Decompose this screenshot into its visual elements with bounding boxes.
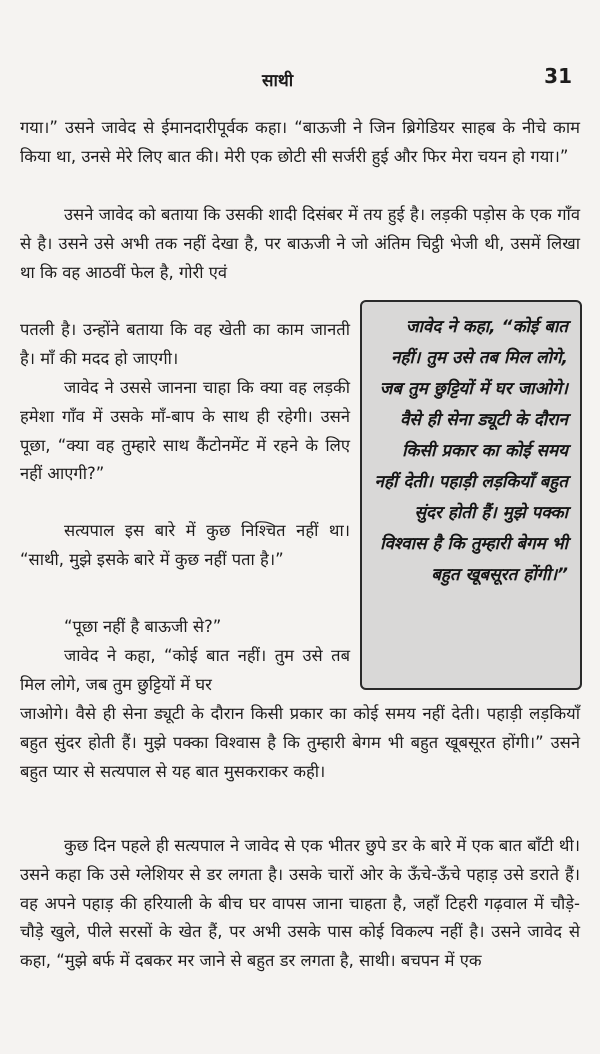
page-number: 31 [544, 64, 572, 88]
running-head: साथी [262, 71, 294, 91]
paragraph-8: कुछ दिन पहले ही सत्यपाल ने जावेद से एक भीतर छुपे डर के बारे में एक बात बाँटी थी। उसने कहा कि उसे ग्लेशियर से डर लगता है। उसके चारों ओर के ऊँचे-ऊँचे पहाड़ उसे डराते हैं। वह अपने पहाड़ की हरियाली के बीच घर वापस जाना चाहता है, जहाँ टिहरी गढ़वाल में चौड़े-चौड़े खुले, पीले सरसों के खेत हैं, पर अभी उसके पास कोई विकल्प नहीं है। उसने जावेद से कहा, “मुझे बर्फ में दबकर मर जाने से बहुत डर लगता है, साथी। बचपन में एक [20, 836, 580, 971]
pull-quote-text: जावेद ने कहा, “कोई बात नहीं। तुम उसे तब मिल लोगे, जब तुम छुट्टियों में घर जाओगे। वैसे ही सेना ड्यूटी के दौरान किसी प्रकार का कोई समय नहीं देती। पहाड़ी लड़कियाँ बहुत सुंदर होती हैं। मुझे पक्का विश्वास है कि तुम्हारी बेगम भी बहुत खूबसूरत होंगी।” [374, 317, 568, 585]
paragraph-2: उसने जावेद को बताया कि उसकी शादी दिसंबर में तय हुई है। लड़की पड़ोस के एक गाँव से है। उसने उसे अभी तक नहीं देखा है, पर बाऊजी ने जो अंतिम चिट्ठी भेजी थी, उसमें लिखा था कि वह आठवीं फेल है, गोरी एवं [20, 205, 580, 282]
paragraph-6: “पूछा नहीं है बाऊजी से?” [64, 617, 222, 636]
pull-quote-box [360, 300, 582, 690]
paragraph-7-start: जावेद ने कहा, “कोई बात नहीं। तुम उसे तब मिल लोगे, जब तुम छुट्टियों में घर [20, 646, 350, 694]
paragraph-7-continued: जाओगे। वैसे ही सेना ड्यूटी के दौरान किसी प्रकार का कोई समय नहीं देती। पहाड़ी लड़कियाँ बहुत सुंदर होती हैं। मुझे पक्का विश्वास है कि तुम्हारी बेगम भी बहुत खूबसूरत होंगी।” उसने बहुत प्यार से सत्यपाल से यह बात मुसकराकर कही। [20, 704, 580, 781]
paragraph-4: जावेद ने उससे जानना चाहा कि क्या वह लड़की हमेशा गाँव में उसके माँ-बाप के साथ ही रहेगी। उसने पूछा, “क्या वह तुम्हारे साथ कैंटोनमेंट में रहने के लिए नहीं आएगी?” [20, 378, 350, 484]
paragraph-1: गया।” उसने जावेद से ईमानदारीपूर्वक कहा। “बाऊजी ने जिन ब्रिगेडियर साहब के नीचे काम किया था, उनसे मेरे लिए बात की। मेरी एक छोटी सी सर्जरी हुई और फिर मेरा चयन हो गया।” [20, 118, 580, 166]
paragraph-5: सत्यपाल इस बारे में कुछ निश्चित नहीं था। “साथी, मुझे इसके बारे में कुछ नहीं पता है।” [20, 521, 350, 569]
paragraph-3: पतली है। उन्होंने बताया कि वह खेती का काम जानती है। माँ की मदद हो जाएगी। [20, 320, 350, 368]
